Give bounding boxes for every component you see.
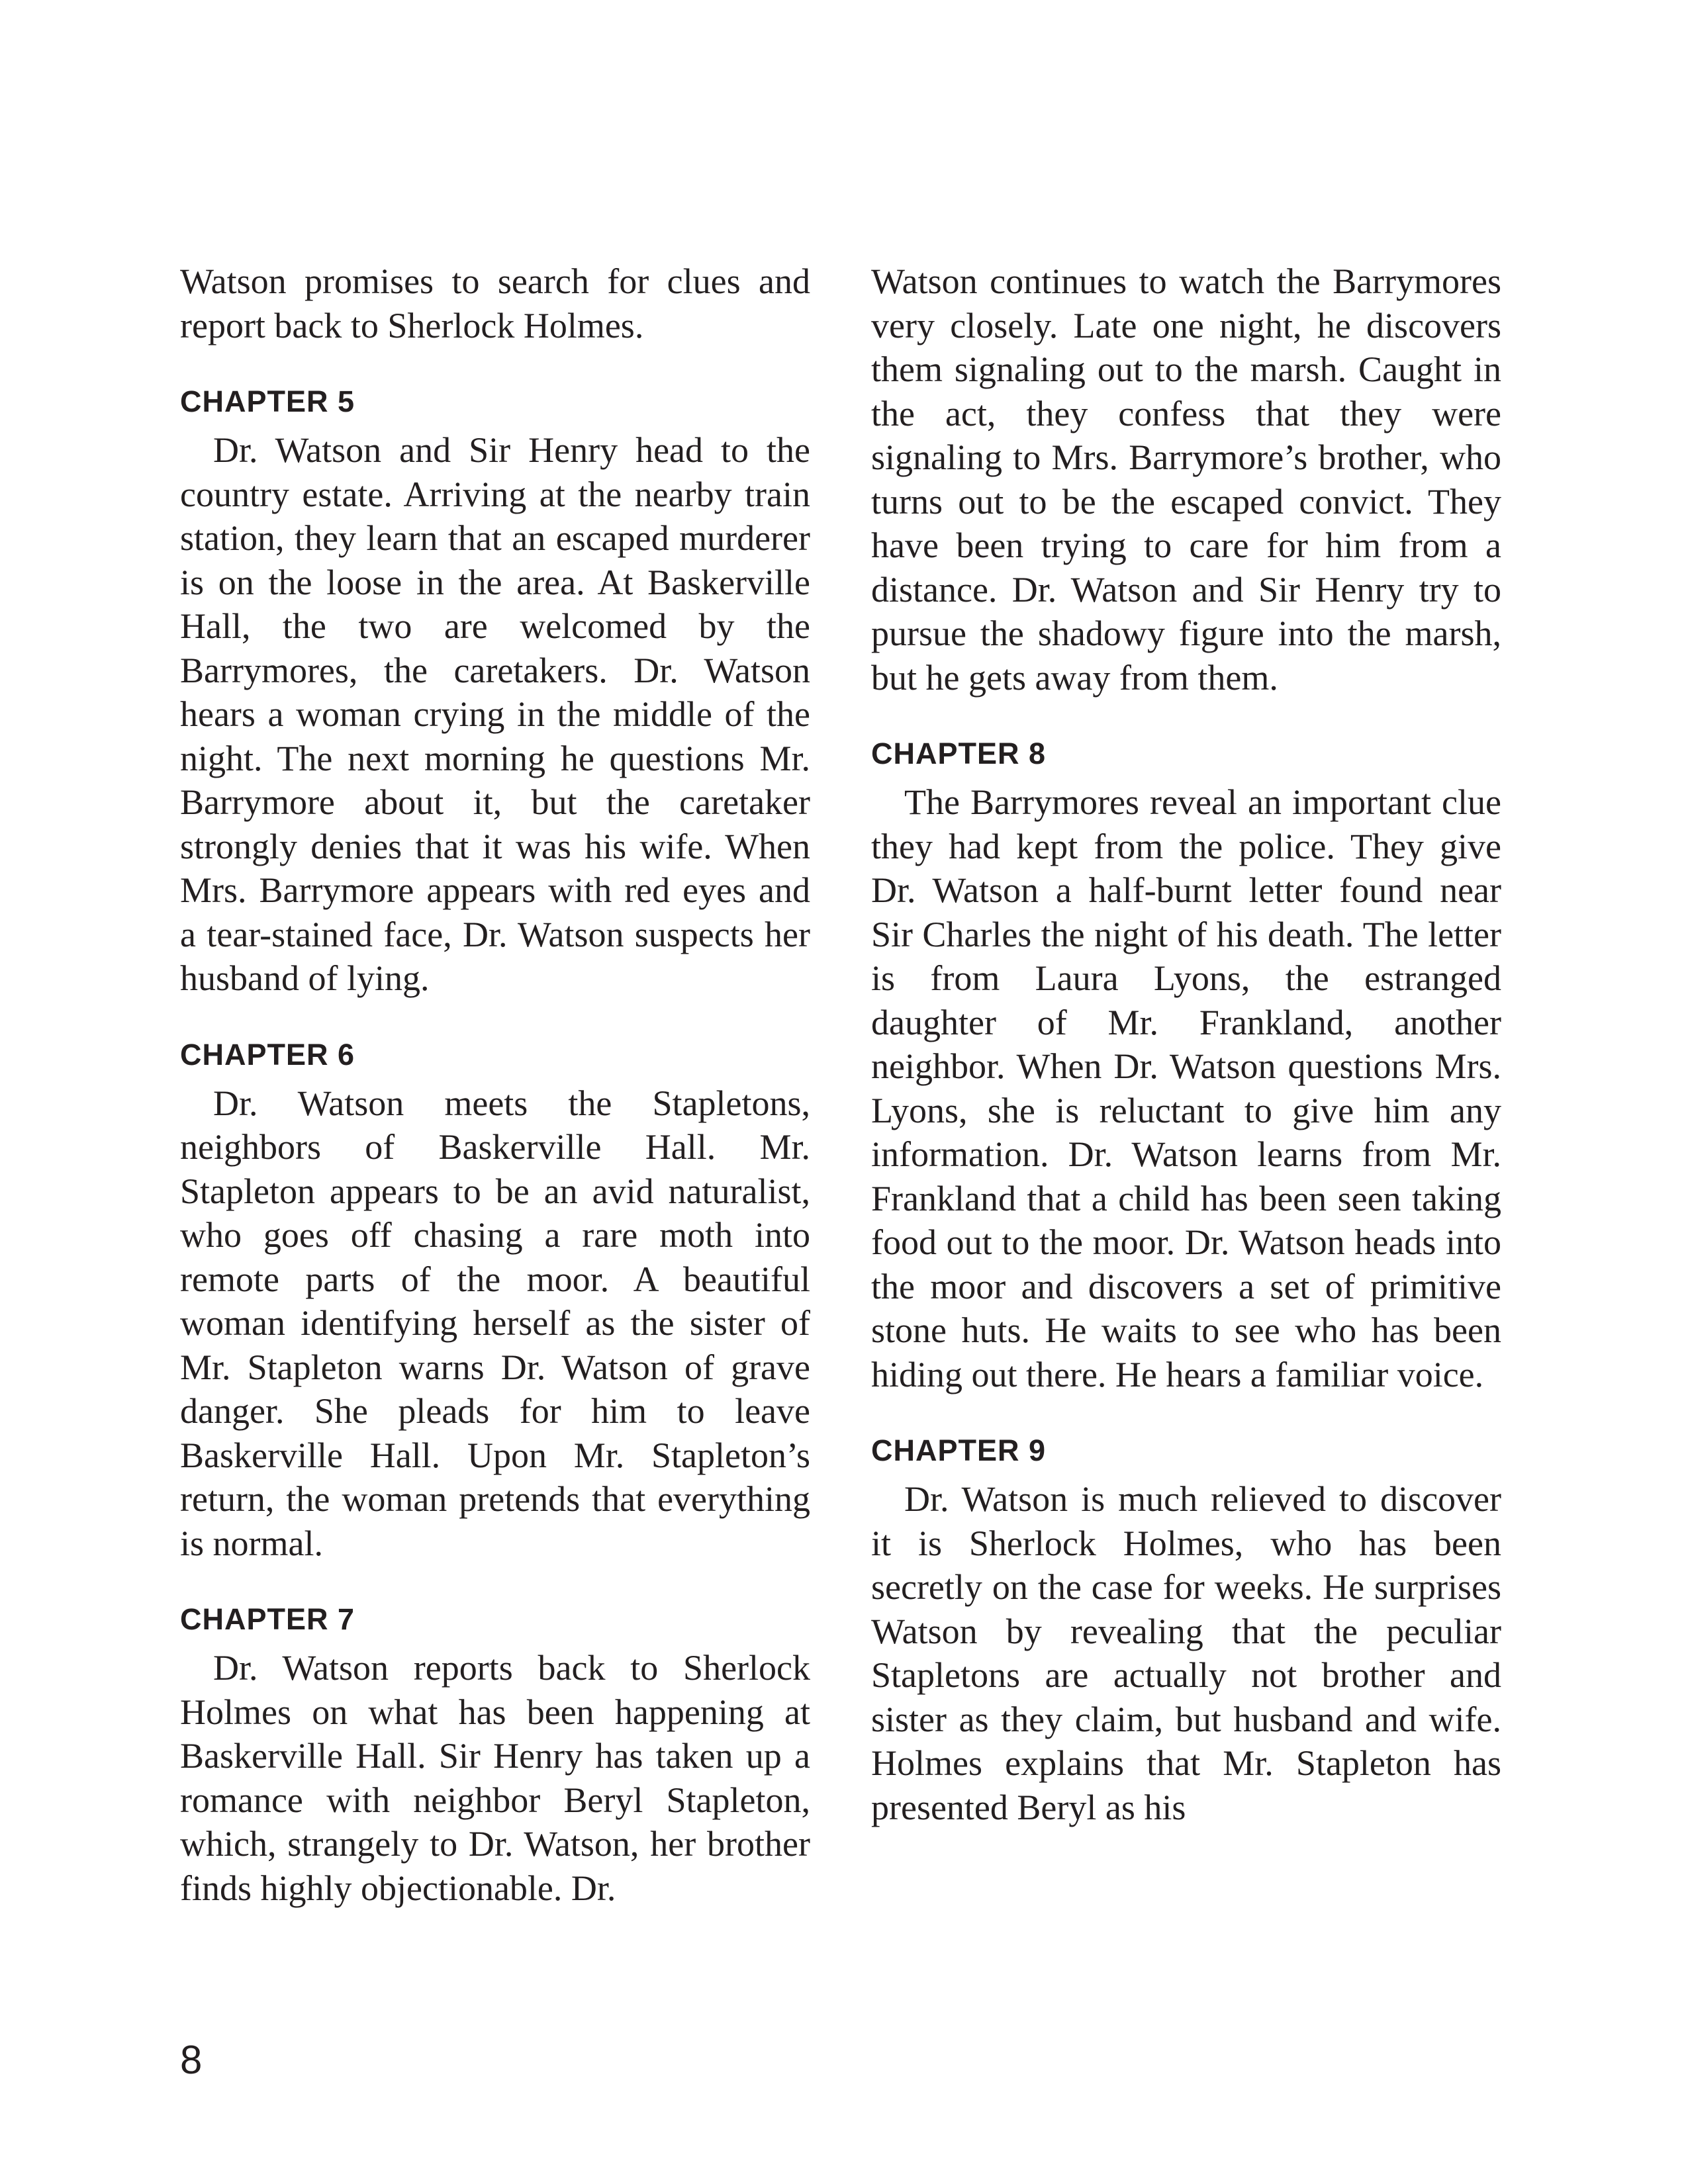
chapter-6-text: Dr. Watson meets the Stapletons, neighbors of Baskerville Hall. Mr. Stapleton appears to be an avid naturalist, who goes off chasing a rare moth into remote parts of the moor. A beautiful woman identifying herself as the sister of Mr. Stapleton warns Dr. Watson of grave danger. She pleads for him to leave Baskerville Hall. Upon Mr. Stapleton’s return, the woman pretends that everything is normal. xyxy=(180,1083,810,1563)
chapter-9-heading: CHAPTER 9 xyxy=(871,1433,1047,1467)
page-number: 8 xyxy=(180,2038,203,2082)
chapter-7-heading: CHAPTER 7 xyxy=(180,1602,355,1636)
chapter-8-text: The Barrymores reveal an important clue they had kept from the police. They give Dr. Watson a half-burnt letter found near Sir Charles the night of his death. The letter is from Laura Lyons, the estranged daughter of Mr. Frankland, another neighbor. When Dr. Watson questions Mrs. Lyons, she is reluctant to give him any information. Dr. Watson learns from Mr. Frankland that a child has been seen taking food out to the moor. Dr. Watson heads into the moor and discovers a set of primitive stone huts. He waits to see who has been hiding out there. He hears a familiar voice. xyxy=(871,782,1501,1394)
chapter-6-heading: CHAPTER 6 xyxy=(180,1037,355,1071)
chapter-8-heading: CHAPTER 8 xyxy=(871,737,1047,770)
intro-paragraph: Watson promises to search for clues and report back to Sherlock Holmes. xyxy=(180,261,810,345)
continuation-paragraph: Watson continues to watch the Barrymores very closely. Late one night, he discovers them signaling out to the marsh. Caught in the act, they confess that they were signaling to Mrs. Barrymore’s brother, who turns out to be the escaped convict. They have been trying to care for him from a distance. Dr. Watson and Sir Henry try to pursue the shadowy figure into the marsh, but he gets away from them. xyxy=(871,261,1501,698)
chapter-5-heading: CHAPTER 5 xyxy=(180,385,355,418)
right-column xyxy=(871,259,1501,1829)
chapter-7-text: Dr. Watson reports back to Sherlock Holmes on what has been happening at Baskerville Hall. Sir Henry has taken up a romance with neighbor Beryl Stapleton, which, strangely to Dr. Watson, her brother finds highly objectionable. Dr. xyxy=(180,1648,810,1908)
chapter-5-text: Dr. Watson and Sir Henry head to the country estate. Arriving at the nearby train station, they learn that an escaped murderer is on the loose in the area. At Baskerville Hall, the two are welcomed by the Barrymores, the caretakers. Dr. Watson hears a woman crying in the middle of the night. The next morning he questions Mr. Barrymore about it, but the caretaker strongly denies that it was his wife. When Mrs. Barrymore appears with red eyes and a tear-stained face, Dr. Watson suspects her husband of lying. xyxy=(180,430,810,998)
chapter-9-text: Dr. Watson is much relieved to discover it is Sherlock Holmes, who has been secretly on the case for weeks. He surprises Watson by revealing that the peculiar Stapletons are actually not brother and sister as they claim, but husband and wife. Holmes explains that Mr. Stapleton has presented Beryl as his xyxy=(871,1479,1501,1827)
left-column xyxy=(180,259,810,1910)
